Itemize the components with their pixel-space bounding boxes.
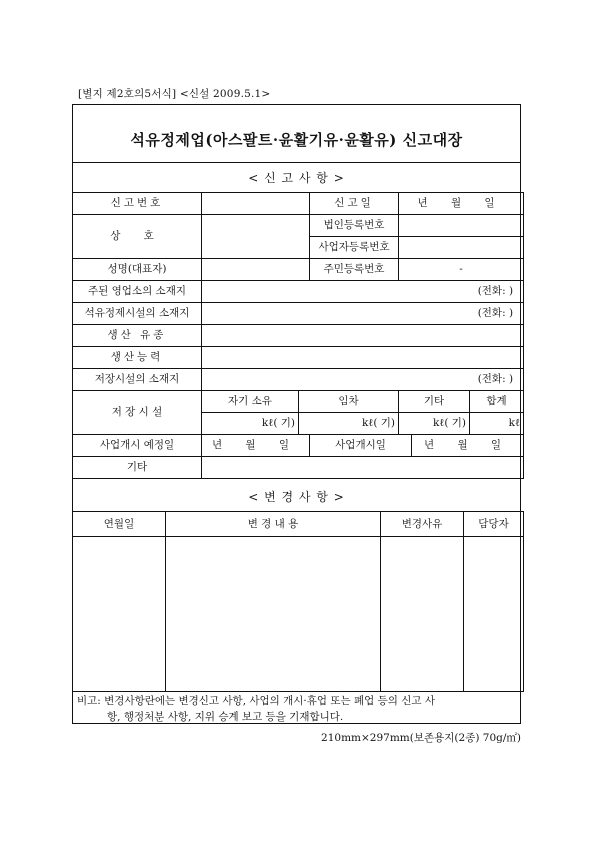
misc-field[interactable] <box>202 457 524 479</box>
change-content-cell[interactable] <box>166 537 381 692</box>
product-type-label: 생산 유종 <box>73 325 202 347</box>
form-reference: [별지 제2호의5서식] <신설 2009.5.1> <box>78 88 271 100</box>
resident-reg-field[interactable]: - <box>399 259 524 281</box>
lease-capacity-field[interactable]: kℓ( 기) <box>299 413 399 435</box>
own-label: 자기 소유 <box>202 391 299 413</box>
trade-name-label: 상 호 <box>73 215 202 259</box>
refinery-location-label: 석유정제시설의 소재지 <box>73 303 202 325</box>
change-entry-row <box>73 537 524 692</box>
report-date-field[interactable]: 년 월 일 <box>399 193 524 215</box>
other-label: 기타 <box>399 391 470 413</box>
form-frame <box>72 104 521 724</box>
col-content-header: 변 경 내 용 <box>166 512 381 537</box>
form-title: 석유정제업(아스팔트·윤활기유·윤활유) 신고대장 <box>130 131 463 149</box>
storage-facility-label: 저 장 시 설 <box>73 391 202 435</box>
total-capacity-field[interactable]: kℓ <box>470 413 524 435</box>
other-capacity-field[interactable]: kℓ( 기) <box>399 413 470 435</box>
remarks-line-1: 비고: 변경사항란에는 변경신고 사항, 사업의 개시·휴업 또는 폐업 등의 신고 사 <box>77 695 436 707</box>
representative-row <box>73 259 524 281</box>
start-field[interactable]: 년 월 일 <box>412 435 524 457</box>
start-date-row <box>73 435 524 457</box>
paper-spec: 210mm×297mm(보존용지(2종) 70g/㎡) <box>321 732 521 744</box>
corp-reg-field[interactable] <box>399 215 524 237</box>
change-reason-cell[interactable] <box>381 537 464 692</box>
capacity-label: 생산능력 <box>73 347 202 369</box>
rep-name-label: 성명(대표자) <box>73 259 202 281</box>
trade-name-field[interactable] <box>202 215 310 259</box>
main-office-row <box>73 281 524 303</box>
product-type-field[interactable] <box>202 325 524 347</box>
lease-label: 임차 <box>299 391 399 413</box>
storage-location-label: 저장시설의 소재지 <box>73 369 202 391</box>
storage-head-row <box>73 391 524 413</box>
biz-reg-label: 사업자등록번호 <box>310 237 399 259</box>
planned-start-label: 사업개시 예정일 <box>73 435 202 457</box>
col-date-header: 연월일 <box>73 512 166 537</box>
report-table <box>72 192 524 479</box>
biz-reg-field[interactable] <box>399 237 524 259</box>
storage-location-field[interactable]: (전화: ) <box>202 369 524 391</box>
title-divider <box>73 162 520 163</box>
report-date-label: 신고일 <box>310 193 399 215</box>
start-label: 사업개시일 <box>310 435 412 457</box>
corp-reg-label: 법인등록번호 <box>310 215 399 237</box>
refinery-location-field[interactable]: (전화: ) <box>202 303 524 325</box>
main-office-label: 주된 영업소의 소재지 <box>73 281 202 303</box>
storage-location-row <box>73 369 524 391</box>
product-type-row <box>73 325 524 347</box>
report-section-heading: < 신 고 사 항 > <box>248 171 345 185</box>
planned-start-field[interactable]: 년 월 일 <box>202 435 310 457</box>
refinery-location-row <box>73 303 524 325</box>
capacity-row <box>73 347 524 369</box>
report-number-field[interactable] <box>202 193 310 215</box>
report-number-row <box>73 193 524 215</box>
change-table <box>72 511 524 692</box>
resident-reg-label: 주민등록번호 <box>310 259 399 281</box>
misc-label: 기타 <box>73 457 202 479</box>
change-date-cell[interactable] <box>73 537 166 692</box>
main-office-field[interactable]: (전화: ) <box>202 281 524 303</box>
capacity-field[interactable] <box>202 347 524 369</box>
remarks-line-2: 항, 행정처분 사항, 지위 승계 보고 등을 기재합니다. <box>107 711 344 723</box>
report-number-label: 신고번호 <box>73 193 202 215</box>
remarks <box>73 691 520 727</box>
corp-reg-row <box>73 215 524 237</box>
own-capacity-field[interactable]: kℓ( 기) <box>202 413 299 435</box>
change-header-row <box>73 512 524 537</box>
change-officer-cell[interactable] <box>464 537 524 692</box>
misc-row <box>73 457 524 479</box>
change-section-heading: < 변 경 사 항 > <box>248 490 345 504</box>
col-officer-header: 담당자 <box>464 512 524 537</box>
rep-name-field[interactable] <box>202 259 310 281</box>
col-reason-header: 변경사유 <box>381 512 464 537</box>
total-label: 합계 <box>470 391 524 413</box>
